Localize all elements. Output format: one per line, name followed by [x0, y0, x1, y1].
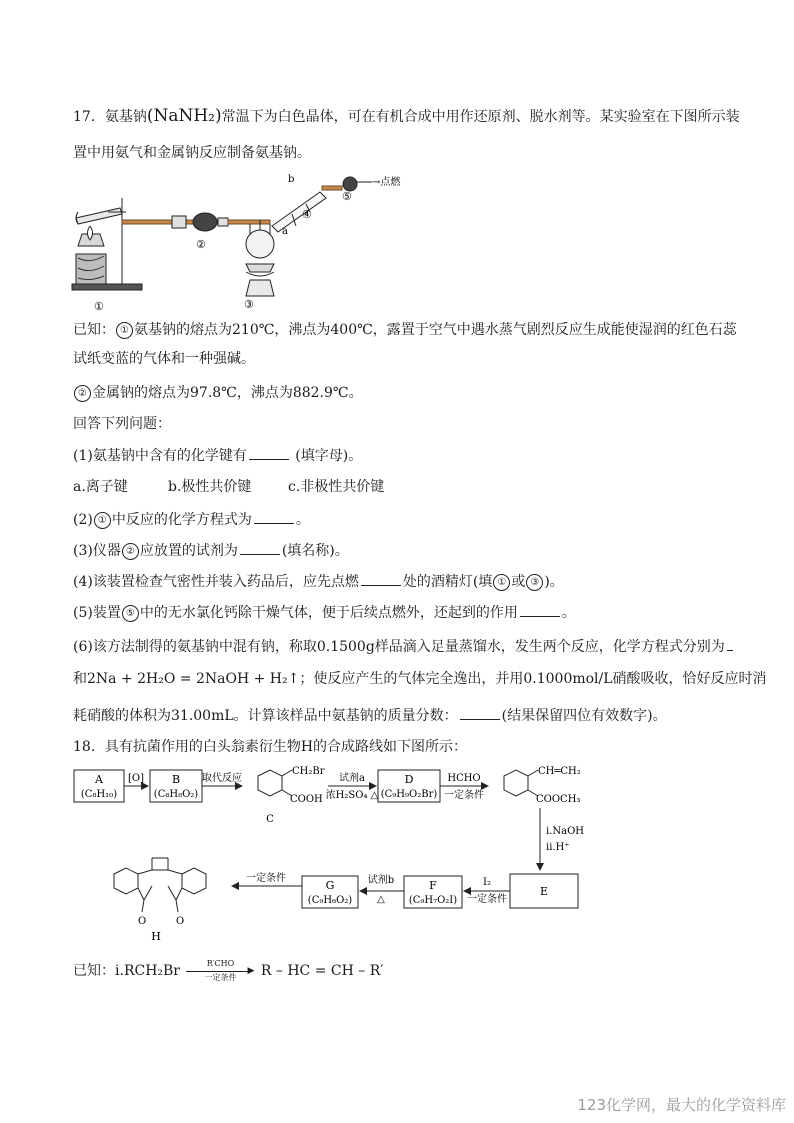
label-5: ⑤ [342, 190, 352, 203]
q18-known: 已知：i.RCH₂Br R′CHO ▶ 一定条件 R – HC = CH – R′ [73, 959, 384, 982]
structure-h [114, 858, 206, 912]
answer-blank-6b[interactable] [460, 705, 500, 720]
known1-line2: 试纸变蓝的气体和一种强碱。 [73, 351, 255, 367]
label-reagent-a: 试剂a [339, 773, 365, 784]
label-hcho: HCHO [447, 773, 481, 784]
benzene-c [258, 770, 282, 796]
label-o-right: O [176, 916, 185, 927]
label-cooh: COOH [290, 794, 323, 805]
label-cond-1: 一定条件 [444, 790, 484, 801]
label-3: ③ [244, 298, 254, 311]
label-1: ① [94, 300, 104, 313]
part-2: (2) ① 中反应的化学方程式为 。 [73, 509, 310, 530]
q17-intro-line1: 17．氨基钠(NaNH₂)常温下为白色晶体，可在有机合成中用作还原剂、脱水剂等。某实验室在下图所示装 [73, 106, 740, 126]
q17-intro-line2: 置中用氨气和金属钠反应制备氨基钠。 [73, 145, 311, 161]
label-ch2br: CH₂Br [292, 766, 325, 777]
part-5: (5)装置 ⑤ 中的无水氯化钙除干燥气体，便于后续点燃外，还起到的作用 。 [73, 602, 576, 623]
answer-blank-4[interactable] [361, 571, 401, 586]
answer-blank-2[interactable] [254, 509, 294, 524]
label-a: a [282, 226, 288, 237]
apparatus-diagram [60, 168, 430, 314]
label-cond-3: 一定条件 [246, 873, 286, 884]
benzene-styrene [504, 770, 528, 796]
part-3: (3)仪器 ② 应放置的试剂为 (填名称)。 [73, 540, 349, 561]
part-6-line2: 和2Na + 2H₂O = 2NaOH + H₂↑；使反应产生的气体完全逸出，并用0.1000mol/L硝酸吸收，恰好反应时消 [73, 671, 767, 687]
label-a-box: A [95, 773, 103, 786]
label-cooch3: COOCH₃ [536, 794, 581, 805]
label-hplus: ii.H⁺ [546, 842, 570, 853]
label-f-box: F [429, 879, 437, 892]
option-b: b.极性共价键 [168, 479, 252, 495]
label-h: H [151, 930, 161, 943]
option-c: c.非极性共价键 [288, 479, 385, 495]
formula-f: (C₉H₇O₂I) [408, 895, 458, 906]
part-1: (1)氨基钠中含有的化学键有 (填字母)。 [73, 445, 362, 466]
label-cond-2: 一定条件 [467, 894, 507, 905]
label-b: b [288, 174, 295, 185]
label-4: ④ [302, 208, 312, 221]
part-1-options [73, 477, 384, 497]
footer-watermark: 123化学网，最大的化学资料库 [577, 1096, 786, 1114]
known2-line: ② 金属钠的熔点为97.8℃，沸点为882.9℃。 [73, 383, 363, 403]
q18-intro: 18．具有抗菌作用的白头翁素衍生物H的合成路线如下图所示： [73, 739, 468, 755]
ignite-label: →点燃 [372, 177, 401, 188]
formula-a: (C₈H₁₀) [80, 789, 118, 800]
label-h2so4: 浓H₂SO₄ △ [325, 790, 379, 801]
answer-blank-5[interactable] [520, 602, 560, 617]
label-i2: I₂ [483, 877, 491, 888]
label-o: [O] [127, 773, 145, 784]
formula-g: (C₉H₆O₂) [307, 895, 353, 906]
answer-blank-6a[interactable] [727, 636, 733, 651]
label-substitution: 取代反应 [202, 773, 242, 784]
label-e-box: E [539, 885, 549, 898]
known1-line1: 已知： ① 氨基钠的熔点为210℃，沸点为400℃，露置于空气中遇水蒸气剧烈反应生成能使湿润的红色石蕊 [73, 322, 737, 338]
formula-d: (C₉H₉O₂Br) [380, 789, 438, 800]
label-naoh: i.NaOH [546, 826, 585, 837]
label-reagent-b: 试剂b [367, 875, 395, 886]
label-d-box: D [404, 773, 414, 786]
known-arrow: R′CHO ▶ 一定条件 [184, 961, 256, 981]
option-a: a.离子键 [73, 479, 128, 495]
part-6-line3: 耗硝酸的体积为31.00mL。计算该样品中氨基钠的质量分数： (结果保留四位有效数字)。 [73, 705, 667, 726]
label-c: C [266, 814, 274, 825]
label-2: ② [196, 238, 206, 251]
answer-blank-3[interactable] [240, 540, 280, 555]
label-g-box: G [325, 879, 335, 892]
label-o-left: O [138, 916, 147, 927]
answer-prompt: 回答下列问题： [73, 416, 171, 432]
label-ch-ch2: CH═CH₂ [538, 766, 581, 777]
part-4: (4)该装置检查气密性并装入药品后，应先点燃 处的酒精灯(填 ① 或 ③ )。 [73, 571, 564, 592]
answer-blank-1[interactable] [249, 445, 289, 460]
synthesis-scheme [70, 766, 730, 946]
formula-b: (C₈H₈O₂) [153, 789, 199, 800]
label-delta: △ [377, 894, 385, 905]
part-6-line1: (6)该方法制得的氨基钠中混有钠，称取0.1500g样品滴入足量蒸馏水，发生两个反应，化学方程式分别为 [73, 636, 735, 657]
label-b-box: B [171, 773, 181, 786]
